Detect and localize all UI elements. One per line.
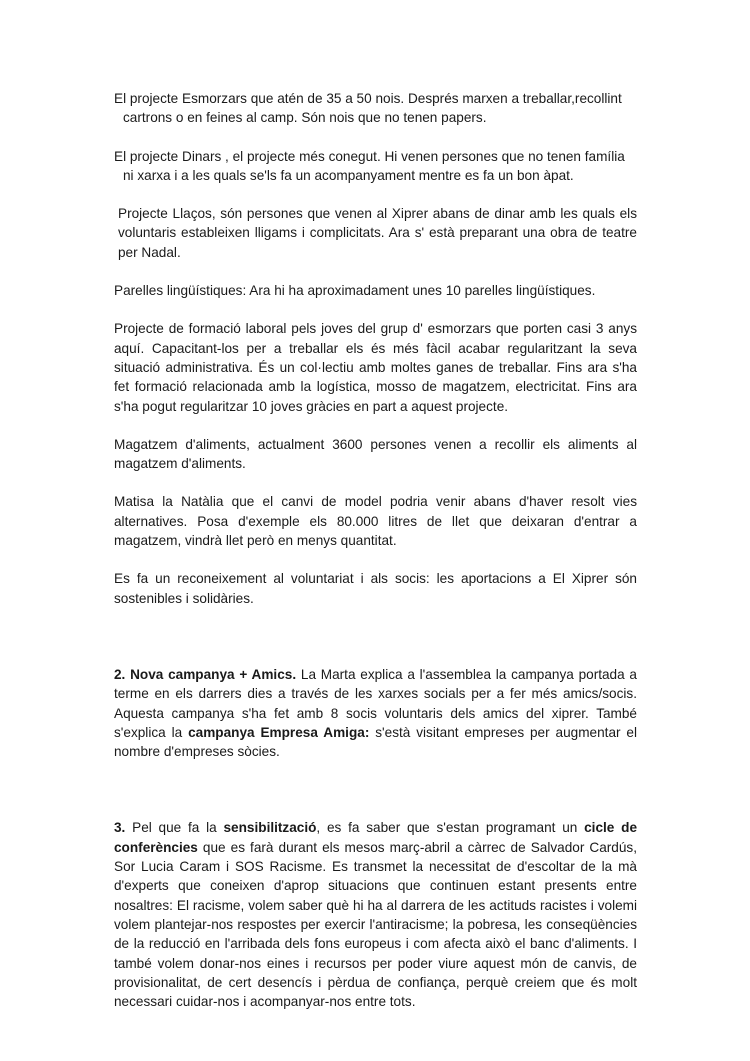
section-2-text-a: La Marta explica a l'assemblea la campanya portada a terme en els darrers dies a través de les xarxes socials per a fer més amics/socis. Aquesta campanya s'ha fet amb 8 socis voluntaris dels amics del xiprer. També s'explica la [114, 666, 637, 740]
paragraph-magatzem: Magatzem d'aliments, actualment 3600 persones venen a recollir els aliments al magatzem d'aliments. [114, 436, 637, 472]
section-2-bold-campanya: campanya Empresa Amiga: [188, 724, 370, 740]
section-2-heading: 2. Nova campanya + Amics. [114, 666, 297, 682]
section-2-paragraph [114, 665, 637, 761]
spacer [114, 627, 637, 665]
spacer [114, 780, 637, 818]
section-3-text-a: Pel que fa la [125, 820, 224, 836]
section-2-text-c: s'està visitant empreses per augmentar el nombre d'empreses sòcies. [114, 724, 637, 760]
paragraph-dinars: El projecte Dinars , el projecte més conegut. Hi venen persones que no tenen família ni xarxa i a les quals se'ls fa un acompanyament mentre es fa un bon àpat. [114, 148, 625, 183]
section-3-bold-cicle: cicle de conferències [114, 820, 638, 855]
section-3-text-c: , es fa saber que s'estan programant un [316, 820, 585, 836]
section-3-paragraph [114, 818, 637, 1011]
document-body [114, 89, 637, 1030]
section-3-text-e: que es farà durant els mesos març-abril a càrrec de Salvador Cardús, Sor Lucia Caram i SOS Racisme. Es transmet la necessitat de d'escoltar de la mà d'experts que coneixen d'aprop situacions que continuen estant presents entre nosaltres: El racisme, volem saber què hi ha al darrera de les actituds racistes i volemi volem plantejar-nos respostes per exercir l'antiracisme; la pobresa, les conseqüències de la reducció en l'arribada dels fons europeus i com afecta això el banc d'aliments. I també volem donar-nos eines i recursos per poder viure aquest món de canvis, de provisionalitat, de cert desencís i pèrdua de confiança, perquè creiem que és molt necessari cuidar-nos i acompanyar-nos entre tots. [114, 839, 637, 1010]
paragraph-matisa: Matisa la Natàlia que el canvi de model podria venir abans d'haver resolt vies alternatives. Posa d'exemple els 80.000 litres de llet que deixaran d'entrar a magatzem, vindrà llet però en menys quantitat. [114, 494, 637, 549]
paragraph-formacio: Projecte de formació laboral pels joves del grup d' esmorzars que porten casi 3 anys aquí. Capacitant-los per a treballar els és més fàcil acabar regularitzant la seva situació administrativa. És un col·lectiu amb moltes ganes de treballar. Fins ara s'ha fet formació relacionada amb la logística, mosso de magatzem, electricitat. Fins ara s'ha pogut regularitzar 10 joves gràcies en part a aquest projecte. [114, 321, 637, 414]
paragraph-llacos: Projecte Llaços, són persones que venen al Xiprer abans de dinar amb les quals els voluntaris estableixen lligams i complicitats. Ara s' està preparant una obra de teatre per Nadal. [118, 206, 637, 260]
section-3-bold-sensibilitzacio: sensibilització [223, 820, 317, 836]
paragraph-reconeixement: Es fa un reconeixement al voluntariat i als socis: les aportacions a El Xiprer són sostenibles i solidàries. [114, 571, 637, 606]
paragraph-parelles: Parelles lingüístiques: Ara hi ha aproximadament unes 10 parelles lingüístiques. [114, 283, 596, 299]
paragraph-esmorzars: El projecte Esmorzars que atén de 35 a 50 nois. Després marxen a treballar,recollint cartrons o en feines al camp. Són nois que no tenen papers. [114, 91, 622, 126]
section-3-number: 3. [114, 820, 126, 836]
